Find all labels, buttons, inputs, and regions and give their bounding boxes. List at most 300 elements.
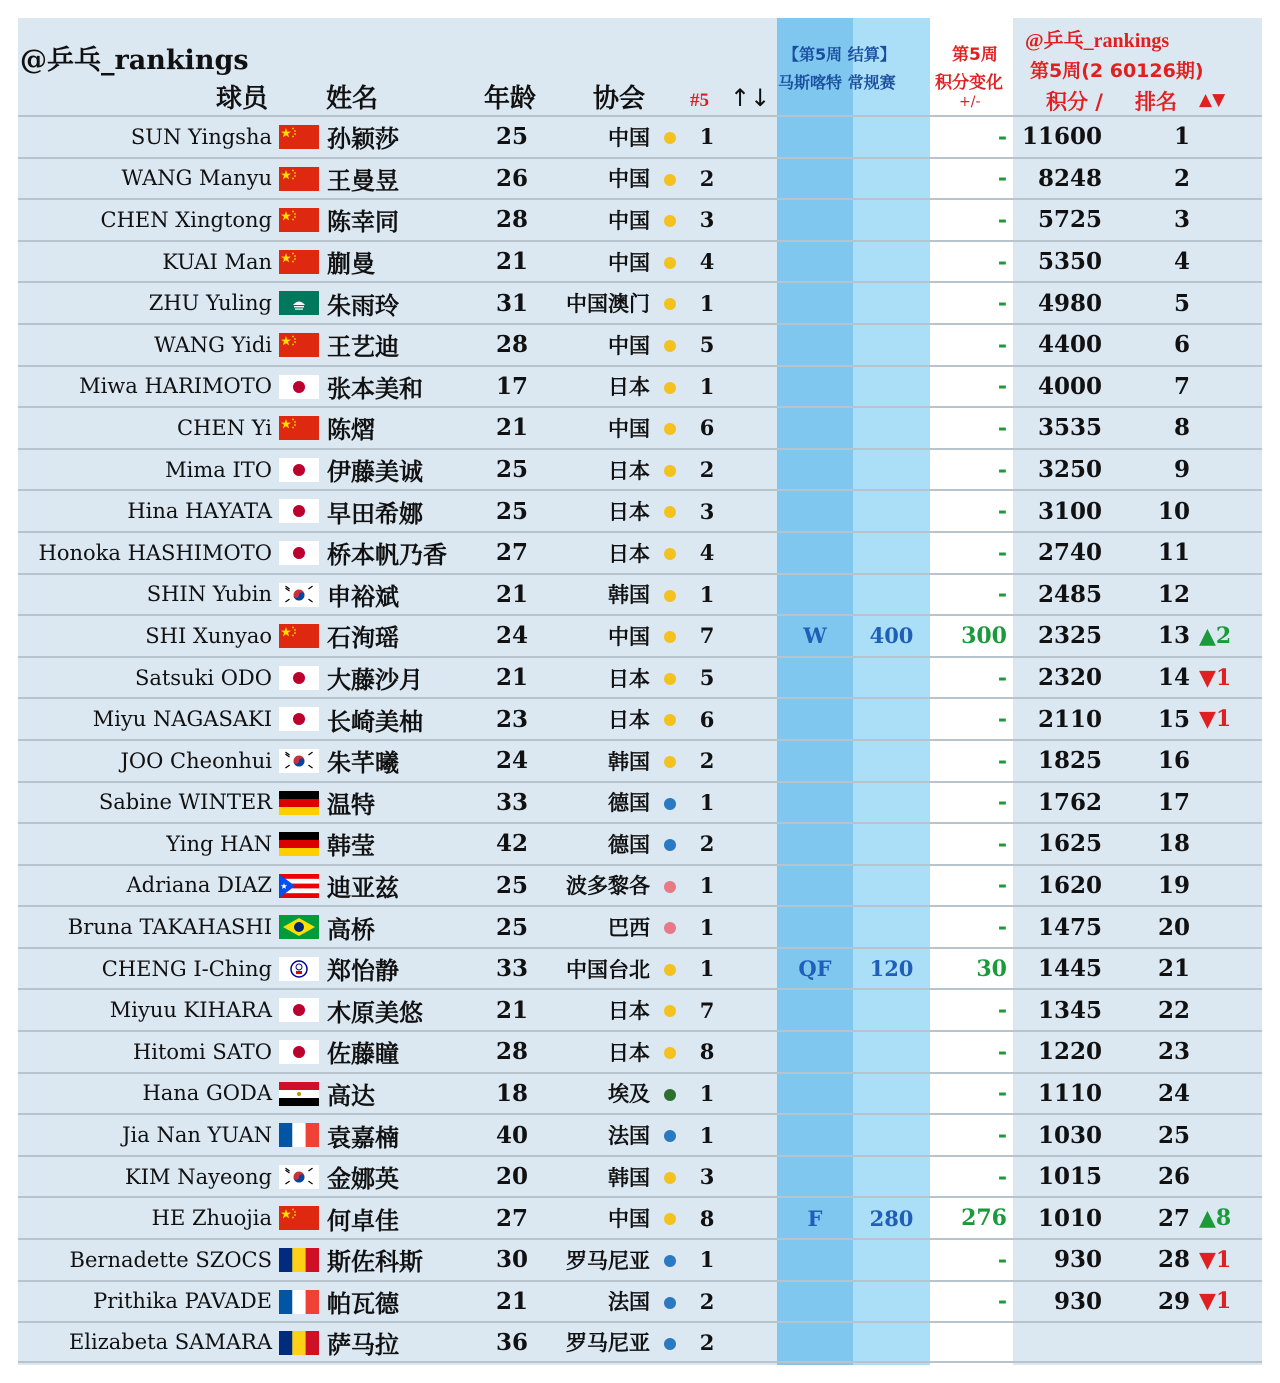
association-seed: 7 xyxy=(699,623,715,649)
event-result xyxy=(777,575,853,615)
table-header xyxy=(18,18,1262,115)
cn-flag-icon xyxy=(279,208,319,232)
chinese-name: 朱芊曦 xyxy=(327,749,399,778)
rankings-table xyxy=(18,115,1262,1363)
event-points: 280 xyxy=(869,1205,914,1231)
region-dot-icon xyxy=(664,548,676,560)
total-points: 2325 xyxy=(1037,622,1102,650)
player-name: KUAI Man xyxy=(162,249,272,274)
event-points xyxy=(853,200,930,240)
points-change: - xyxy=(997,165,1007,192)
rank: 28 xyxy=(1157,1246,1190,1274)
player-name: CHEN Xingtong xyxy=(100,207,272,232)
ro-flag-icon xyxy=(279,1331,319,1355)
association: 日本 xyxy=(608,541,650,566)
chinese-name: 斯佐科斯 xyxy=(327,1248,423,1277)
rank: 20 xyxy=(1157,913,1190,941)
chinese-name: 袁嘉楠 xyxy=(327,1123,399,1152)
total-points: 2110 xyxy=(1037,705,1102,733)
ro-flag-icon xyxy=(279,1248,319,1272)
event-result xyxy=(777,325,853,365)
event-points: 400 xyxy=(869,623,914,649)
event-points xyxy=(853,783,930,823)
association-seed: 4 xyxy=(699,249,715,275)
association: 韩国 xyxy=(608,583,650,608)
event-result xyxy=(777,450,853,490)
region-dot-icon xyxy=(664,631,676,643)
total-points: 2740 xyxy=(1037,539,1102,567)
cn-flag-icon xyxy=(279,416,319,440)
association-seed: 5 xyxy=(699,332,715,358)
tpe-flag-icon xyxy=(279,957,319,981)
age: 26 xyxy=(495,164,528,192)
event-result xyxy=(777,367,853,407)
event-result xyxy=(777,658,853,698)
points-change: - xyxy=(997,706,1007,733)
association-seed: 4 xyxy=(699,540,715,566)
rank: 11 xyxy=(1157,539,1190,567)
chinese-name: 陈幸同 xyxy=(327,208,399,237)
jp-flag-icon xyxy=(279,998,319,1022)
age: 18 xyxy=(495,1079,528,1107)
player-name: Mima ITO xyxy=(165,457,272,482)
fr-flag-icon xyxy=(279,1123,319,1147)
region-dot-icon xyxy=(664,1005,676,1017)
association-seed: 1 xyxy=(699,872,715,898)
player-name: Sabine WINTER xyxy=(98,790,272,815)
player-name: HE Zhuojia xyxy=(151,1206,272,1231)
player-name: CHENG I-Ching xyxy=(101,956,272,981)
region-dot-icon xyxy=(664,257,676,269)
rank: 21 xyxy=(1157,955,1190,983)
cn-flag-icon xyxy=(279,125,319,149)
event-points xyxy=(853,533,930,573)
association: 德国 xyxy=(608,791,650,816)
age: 28 xyxy=(495,206,528,234)
age: 33 xyxy=(495,788,528,816)
association: 韩国 xyxy=(608,1165,650,1190)
event-result xyxy=(777,990,853,1030)
region-dot-icon xyxy=(664,174,676,186)
chinese-name: 木原美悠 xyxy=(327,998,423,1027)
event-points xyxy=(853,1282,930,1322)
table-row xyxy=(18,115,1262,157)
rank-movement: ▲8 xyxy=(1199,1205,1232,1232)
header-association: 协会 xyxy=(593,84,646,114)
association: 法国 xyxy=(608,1124,650,1149)
rank: 18 xyxy=(1157,830,1190,858)
association: 中国 xyxy=(608,416,650,441)
age: 24 xyxy=(495,747,528,775)
rank: 13 xyxy=(1157,622,1190,650)
cn-flag-icon xyxy=(279,624,319,648)
region-dot-icon xyxy=(664,922,676,934)
event-result xyxy=(777,866,853,906)
event-points: 120 xyxy=(869,956,914,982)
event-points xyxy=(853,325,930,365)
rank: 12 xyxy=(1157,580,1190,608)
total-points: 8248 xyxy=(1037,164,1102,192)
association-seed: 6 xyxy=(699,706,715,732)
region-dot-icon xyxy=(664,1255,676,1267)
points-change: - xyxy=(997,789,1007,816)
jp-flag-icon xyxy=(279,458,319,482)
player-name: WANG Manyu xyxy=(121,166,272,191)
association-seed: 8 xyxy=(699,1205,715,1231)
age: 20 xyxy=(495,1163,528,1191)
event-result xyxy=(777,1115,853,1155)
points-change: - xyxy=(997,248,1007,275)
event-result xyxy=(777,1282,853,1322)
event-result xyxy=(777,741,853,781)
region-dot-icon xyxy=(664,465,676,477)
table-row xyxy=(18,281,1262,323)
points-change: - xyxy=(997,539,1007,566)
chinese-name: 王曼昱 xyxy=(327,166,399,195)
age: 36 xyxy=(495,1328,528,1356)
player-name: SHI Xunyao xyxy=(145,623,272,648)
chinese-name: 孙颖莎 xyxy=(327,125,399,154)
chinese-name: 申裕斌 xyxy=(327,582,399,611)
player-name: Miyu NAGASAKI xyxy=(92,707,272,732)
table-row xyxy=(18,573,1262,615)
rank: 27 xyxy=(1157,1204,1190,1232)
event-points xyxy=(853,741,930,781)
chinese-name: 陈熠 xyxy=(327,416,375,445)
jp-flag-icon xyxy=(279,1040,319,1064)
event-result xyxy=(777,1074,853,1114)
chinese-name: 桥本帆乃香 xyxy=(327,541,447,570)
region-dot-icon xyxy=(664,382,676,394)
player-name: Hina HAYATA xyxy=(127,499,272,524)
association-seed: 3 xyxy=(699,207,715,233)
event-result xyxy=(777,159,853,199)
event-points xyxy=(853,1157,930,1197)
total-points: 1445 xyxy=(1037,955,1102,983)
association: 波多黎各 xyxy=(566,874,650,899)
association: 罗马尼亚 xyxy=(566,1248,650,1273)
rank: 10 xyxy=(1157,497,1190,525)
points-change: - xyxy=(997,1080,1007,1107)
table-row xyxy=(18,1196,1262,1238)
player-name: Ying HAN xyxy=(166,831,272,856)
event-points xyxy=(853,1074,930,1114)
event-points xyxy=(853,866,930,906)
player-name: Satsuki ODO xyxy=(134,665,272,690)
br-flag-icon xyxy=(279,915,319,939)
association: 中国 xyxy=(608,624,650,649)
age: 33 xyxy=(495,955,528,983)
event-result xyxy=(777,699,853,739)
association-seed: 1 xyxy=(699,914,715,940)
region-dot-icon xyxy=(664,1047,676,1059)
event-result: QF xyxy=(798,956,832,982)
rank: 3 xyxy=(1173,206,1190,234)
table-row xyxy=(18,489,1262,531)
table-row xyxy=(18,1280,1262,1322)
event-result xyxy=(777,491,853,531)
points-change: - xyxy=(997,1122,1007,1149)
association: 日本 xyxy=(608,458,650,483)
chinese-name: 佐藤瞳 xyxy=(327,1040,399,1069)
association: 日本 xyxy=(608,1040,650,1065)
total-points: 4000 xyxy=(1037,372,1102,400)
region-dot-icon xyxy=(664,756,676,768)
player-name: KIM Nayeong xyxy=(125,1164,272,1189)
points-change: - xyxy=(997,331,1007,358)
event-points xyxy=(853,117,930,157)
table-row xyxy=(18,905,1262,947)
association-seed: 2 xyxy=(699,1329,715,1355)
player-name: SHIN Yubin xyxy=(146,582,272,607)
chinese-name: 何卓佳 xyxy=(327,1206,399,1235)
age: 28 xyxy=(495,1038,528,1066)
points-change: - xyxy=(997,1163,1007,1190)
association-seed: 1 xyxy=(699,1247,715,1273)
event-result: W xyxy=(803,623,827,649)
age: 25 xyxy=(495,123,528,151)
region-dot-icon xyxy=(664,1338,676,1350)
chinese-name: 大藤沙月 xyxy=(327,666,423,695)
event-result: F xyxy=(807,1205,823,1231)
chinese-name: 帕瓦德 xyxy=(327,1289,399,1318)
age: 17 xyxy=(495,372,528,400)
association: 埃及 xyxy=(608,1082,650,1107)
jp-flag-icon xyxy=(279,666,319,690)
total-points: 1030 xyxy=(1037,1121,1102,1149)
association: 中国 xyxy=(608,167,650,192)
player-name: Elizabeta SAMARA xyxy=(68,1330,272,1355)
region-dot-icon xyxy=(664,839,676,851)
association: 中国 xyxy=(608,208,650,233)
kr-flag-icon xyxy=(279,583,319,607)
chinese-name: 石洵瑶 xyxy=(327,624,399,653)
chinese-name: 萨马拉 xyxy=(327,1330,399,1359)
player-name: CHEN Yi xyxy=(177,415,272,440)
region-dot-icon xyxy=(664,340,676,352)
total-points: 2320 xyxy=(1037,664,1102,692)
association: 日本 xyxy=(608,999,650,1024)
points-change: - xyxy=(997,290,1007,317)
rank: 19 xyxy=(1157,871,1190,899)
region-dot-icon xyxy=(664,798,676,810)
event-points xyxy=(853,1032,930,1072)
event-result xyxy=(777,533,853,573)
association: 韩国 xyxy=(608,749,650,774)
points-change: - xyxy=(997,872,1007,899)
header-points: 积分 / xyxy=(1046,90,1103,114)
association-seed: 2 xyxy=(699,748,715,774)
jp-flag-icon xyxy=(279,707,319,731)
total-points: 930 xyxy=(1053,1246,1102,1274)
age: 25 xyxy=(495,871,528,899)
rank: 23 xyxy=(1157,1038,1190,1066)
association: 罗马尼亚 xyxy=(566,1331,650,1356)
table-row xyxy=(18,1072,1262,1114)
header-change-title: 积分变化 xyxy=(935,73,1003,93)
total-points: 1220 xyxy=(1037,1038,1102,1066)
rank: 16 xyxy=(1157,747,1190,775)
points-change: - xyxy=(997,581,1007,608)
age: 21 xyxy=(495,1287,528,1315)
header-movement-icon: ▲▼ xyxy=(1199,90,1226,110)
rank: 22 xyxy=(1157,996,1190,1024)
player-name: WANG Yidi xyxy=(154,332,272,357)
rank: 14 xyxy=(1157,664,1190,692)
rank: 5 xyxy=(1173,289,1190,317)
rank: 24 xyxy=(1157,1079,1190,1107)
association-seed: 2 xyxy=(699,165,715,191)
association: 日本 xyxy=(608,375,650,400)
header-change-week: 第5周 xyxy=(952,45,998,65)
association: 日本 xyxy=(608,708,650,733)
de-flag-icon xyxy=(279,791,319,815)
header-event-subtitle: 马斯喀特 常规赛 xyxy=(778,73,896,92)
association-seed: 5 xyxy=(699,665,715,691)
player-name: Jia Nan YUAN xyxy=(122,1123,272,1148)
region-dot-icon xyxy=(664,1213,676,1225)
event-result xyxy=(777,1157,853,1197)
region-dot-icon xyxy=(664,714,676,726)
region-dot-icon xyxy=(664,881,676,893)
event-result xyxy=(777,783,853,823)
chinese-name: 高桥 xyxy=(327,915,375,944)
rank: 9 xyxy=(1173,456,1190,484)
association-seed: 1 xyxy=(699,1080,715,1106)
table-row xyxy=(18,697,1262,739)
player-name: Miyuu KIHARA xyxy=(109,998,272,1023)
total-points: 1345 xyxy=(1037,996,1102,1024)
association: 中国 xyxy=(608,250,650,275)
points-change: - xyxy=(997,456,1007,483)
association: 中国台北 xyxy=(566,957,650,982)
age: 23 xyxy=(495,705,528,733)
table-row xyxy=(18,365,1262,407)
points-change: - xyxy=(997,206,1007,233)
header-event-title: 【第5周 结算】 xyxy=(783,45,896,64)
region-dot-icon xyxy=(664,1172,676,1184)
table-row xyxy=(18,739,1262,781)
mo-flag-icon xyxy=(279,291,319,315)
total-points: 1015 xyxy=(1037,1163,1102,1191)
event-points xyxy=(853,1115,930,1155)
age: 21 xyxy=(495,580,528,608)
chinese-name: 早田希娜 xyxy=(327,499,423,528)
rank-movement: ▼1 xyxy=(1199,706,1232,733)
association-seed: 6 xyxy=(699,415,715,441)
age: 31 xyxy=(495,289,528,317)
rank: 6 xyxy=(1173,331,1190,359)
total-points: 3250 xyxy=(1037,456,1102,484)
age: 40 xyxy=(495,1121,528,1149)
association-seed: 3 xyxy=(699,498,715,524)
association: 日本 xyxy=(608,500,650,525)
player-name: Prithika PAVADE xyxy=(93,1289,272,1314)
event-points xyxy=(853,408,930,448)
age: 42 xyxy=(495,830,528,858)
chinese-name: 长崎美柚 xyxy=(327,707,423,736)
chinese-name: 迪亚兹 xyxy=(327,873,399,902)
event-points xyxy=(853,491,930,531)
age: 28 xyxy=(495,331,528,359)
total-points: 1620 xyxy=(1037,871,1102,899)
rankings-sheet xyxy=(18,18,1262,1365)
age: 25 xyxy=(495,456,528,484)
age: 27 xyxy=(495,539,528,567)
association: 中国 xyxy=(608,333,650,358)
event-result xyxy=(777,824,853,864)
rank: 1 xyxy=(1173,123,1190,151)
de-flag-icon xyxy=(279,832,319,856)
total-points: 3100 xyxy=(1037,497,1102,525)
age: 21 xyxy=(495,414,528,442)
fr-flag-icon xyxy=(279,1290,319,1314)
rank-movement: ▼1 xyxy=(1199,1246,1232,1273)
table-row xyxy=(18,406,1262,448)
event-result xyxy=(777,117,853,157)
association-seed: 2 xyxy=(699,831,715,857)
event-points xyxy=(853,575,930,615)
header-rank: 排名 xyxy=(1135,90,1177,114)
table-row xyxy=(18,198,1262,240)
jp-flag-icon xyxy=(279,499,319,523)
player-name: SUN Yingsha xyxy=(130,124,272,149)
player-name: Hana GODA xyxy=(142,1081,272,1106)
total-points: 1625 xyxy=(1037,830,1102,858)
points-change: 276 xyxy=(961,1205,1007,1232)
total-points: 4980 xyxy=(1037,289,1102,317)
table-row xyxy=(18,1321,1262,1363)
event-result xyxy=(777,200,853,240)
association: 中国澳门 xyxy=(566,292,650,317)
points-change: - xyxy=(997,1038,1007,1065)
region-dot-icon xyxy=(664,590,676,602)
association-seed: 2 xyxy=(699,457,715,483)
event-points xyxy=(853,450,930,490)
kr-flag-icon xyxy=(279,1165,319,1189)
cn-flag-icon xyxy=(279,250,319,274)
event-points xyxy=(853,367,930,407)
table-row xyxy=(18,1155,1262,1197)
total-points: 1475 xyxy=(1037,913,1102,941)
table-row xyxy=(18,864,1262,906)
region-dot-icon xyxy=(664,215,676,227)
region-dot-icon xyxy=(664,132,676,144)
chinese-name: 朱雨玲 xyxy=(327,291,399,320)
table-row xyxy=(18,531,1262,573)
points-change: - xyxy=(997,830,1007,857)
total-points: 11600 xyxy=(1021,123,1102,151)
cn-flag-icon xyxy=(279,1206,319,1230)
event-points xyxy=(853,1323,930,1361)
pr-flag-icon xyxy=(279,874,319,898)
table-row xyxy=(18,1238,1262,1280)
rank: 7 xyxy=(1173,372,1190,400)
age: 21 xyxy=(495,996,528,1024)
points-change: - xyxy=(997,1288,1007,1315)
age: 21 xyxy=(495,248,528,276)
age: 24 xyxy=(495,622,528,650)
jp-flag-icon xyxy=(279,375,319,399)
points-change: - xyxy=(997,498,1007,525)
table-row xyxy=(18,1113,1262,1155)
association-seed: 3 xyxy=(699,1164,715,1190)
age: 27 xyxy=(495,1204,528,1232)
rank-movement: ▲2 xyxy=(1199,622,1232,649)
event-points xyxy=(853,699,930,739)
rank: 15 xyxy=(1157,705,1190,733)
age: 21 xyxy=(495,664,528,692)
